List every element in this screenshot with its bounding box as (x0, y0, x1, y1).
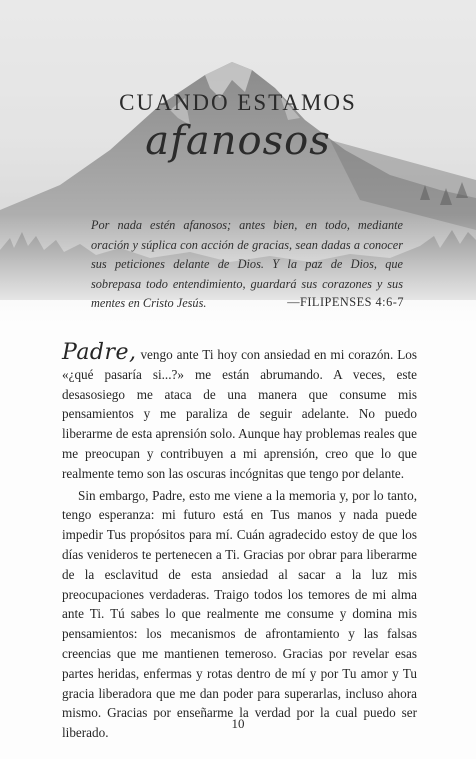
paragraph-1 (62, 340, 417, 484)
chapter-title-script: afanosos (145, 118, 331, 164)
paragraph-1-text: vengo ante Ti hoy con ansiedad en mi corazón. Los «¿qué pasaría si...?» me están abrumando. A veces, este desasosiego me ataca de una manera que consume mis pensamientos y me paraliza de seguir adelante. No puedo liberarme de esta aprensión solo. Aunque hay problemas reales que me preocupan y contribuyen a mi aprensión, creo que lo que realmente temo son las oscuras incógnitas que tengo por delante. (62, 347, 417, 481)
scripture-epigraph: Por nada estén afanosos; antes bien, en todo, mediante oración y súplica con acción de gracias, sean dadas a conocer sus peticiones delante de Dios. Y la paz de Dios, que sobrepasa todo entendimiento, guardará sus corazones y sus mentes en Cristo Jesús. (91, 218, 403, 310)
opening-word: Padre, (62, 340, 137, 365)
chapter-title (0, 90, 476, 164)
chapter-title-line1: CUANDO ESTAMOS (119, 90, 357, 115)
page-number: 10 (231, 716, 245, 731)
paragraph-2: Sin embargo, Padre, esto me viene a la memoria y, por lo tanto, tengo esperanza: mi futuro está en Tus manos y nada puede impedir Tus propósitos para mí. Cuán agradecido estoy de que los días venideros te pertenecen a Ti. Gracias por obrar para liberarme de la esclavitud de esta ansiedad al sacar a la luz mis preocupaciones verdaderas. Traigo todos los temores de mi alma ante Ti. Tú sabes lo que realmente me consume y domina mis pensamientos: los mecanismos de afrontamiento y las falsas creencias que me mantienen temeroso. Gracias por revelar esas partes heridas, enfermas y rotas dentro de mí y por Tu amor y Tu gracia liberadora que me dan poder para superarlas, incluso ahora mismo. Gracias por enseñarme la verdad por la cual puedo ser liberado. (62, 487, 417, 741)
scripture-reference: —FILIPENSES 4:6-7 (287, 295, 404, 309)
prayer-body (62, 340, 417, 743)
